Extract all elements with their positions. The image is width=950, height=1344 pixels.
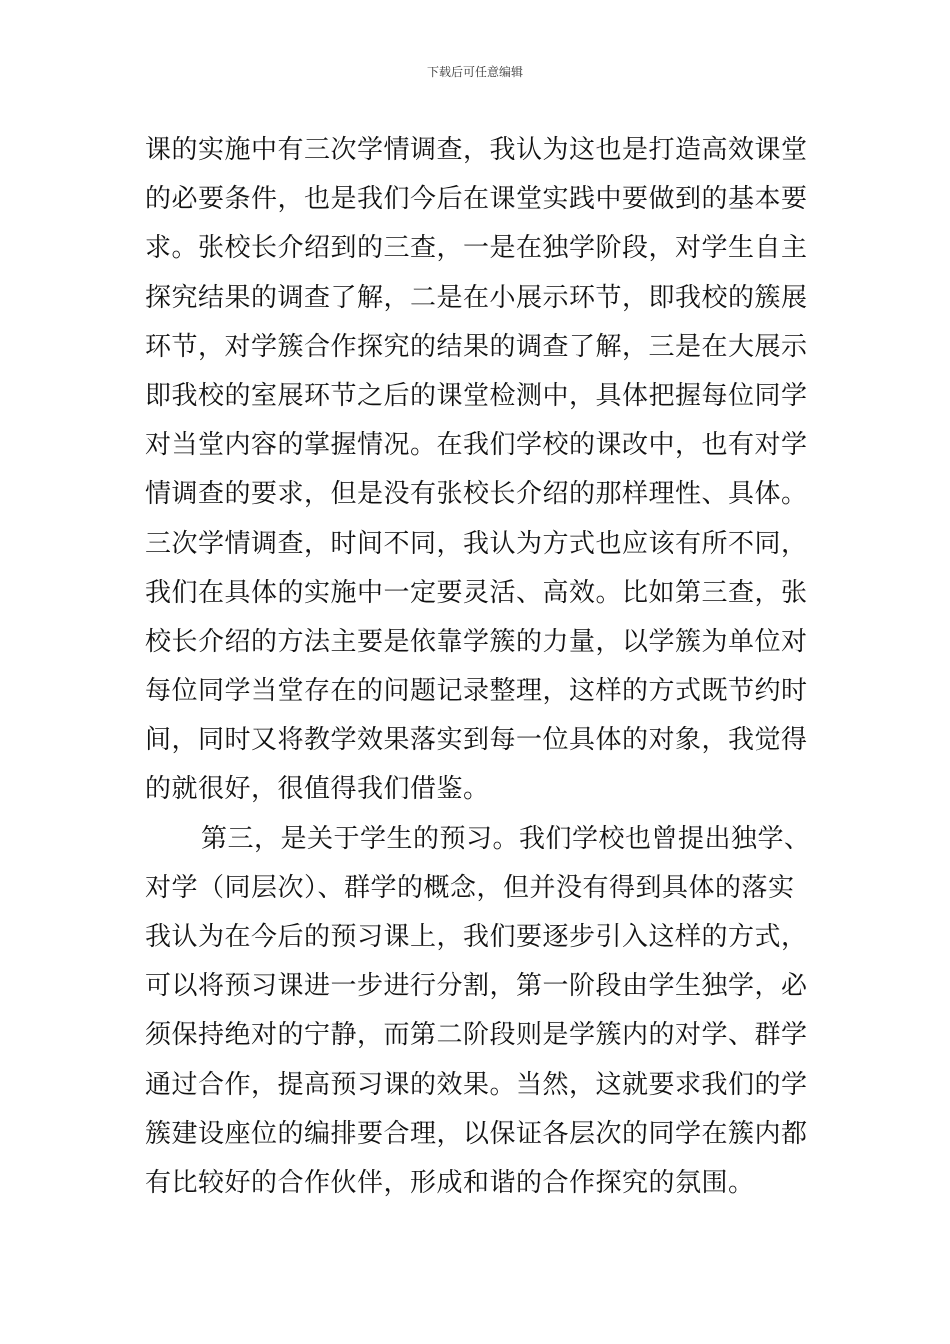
- text-line: 第三，是关于学生的预习。我们学校也曾提出独学、: [201, 823, 811, 854]
- document-body: [145, 126, 810, 1208]
- text-line: 须保持绝对的宁静，而第二阶段则是学簇内的对学、群学: [145, 1020, 808, 1051]
- text-line: 有比较好的合作伙伴，形成和谐的合作探究的氛围。: [145, 1167, 755, 1198]
- text-line: 通过合作，提高预习课的效果。当然，这就要求我们的学: [145, 1069, 808, 1100]
- text-line: 每位同学当堂存在的问题记录整理，这样的方式既节约时: [145, 676, 808, 707]
- text-line: 的必要条件，也是我们今后在课堂实践中要做到的基本要: [145, 184, 808, 215]
- page-header: 下载后可任意编辑: [426, 65, 523, 79]
- text-line: 可以将预习课进一步进行分割，第一阶段由学生独学，必: [145, 971, 808, 1002]
- text-line: 簇建设座位的编排要合理，以保证各层次的同学在簇内都: [145, 1118, 808, 1149]
- text-line: 我们在具体的实施中一定要灵活、高效。比如第三查，张: [145, 577, 808, 608]
- paragraph-1: [145, 126, 810, 815]
- text-line: 校长介绍的方法主要是依靠学簇的力量，以学簇为单位对: [145, 626, 808, 657]
- text-line: 求。张校长介绍到的三查，一是在独学阶段，对学生自主: [145, 233, 808, 264]
- text-line: 三次学情调查，时间不同，我认为方式也应该有所不同，: [145, 528, 808, 559]
- text-line: 课的实施中有三次学情调查，我认为这也是打造高效课堂: [145, 135, 808, 165]
- text-line: 即我校的室展环节之后的课堂检测中，具体把握每位同学: [145, 380, 808, 411]
- paragraph-2: [145, 815, 810, 1209]
- text-line: 探究结果的调查了解，二是在小展示环节，即我校的簇展: [145, 282, 808, 313]
- text-line: 对当堂内容的掌握情况。在我们学校的课改中，也有对学: [145, 430, 808, 461]
- text-line: 我认为在今后的预习课上，我们要逐步引入这样的方式，: [145, 922, 808, 952]
- text-line: 的就很好，很值得我们借鉴。: [145, 774, 490, 805]
- text-line: 间，同时又将教学效果落实到每一位具体的对象，我觉得: [145, 725, 808, 756]
- text-line: 环节，对学簇合作探究的结果的调查了解，三是在大展示: [145, 331, 808, 362]
- text-line: 对学（同层次）、群学的概念，但并没有得到具体的落实: [145, 872, 795, 903]
- text-line: 情调查的要求，但是没有张校长介绍的那样理性、具体。: [145, 479, 808, 510]
